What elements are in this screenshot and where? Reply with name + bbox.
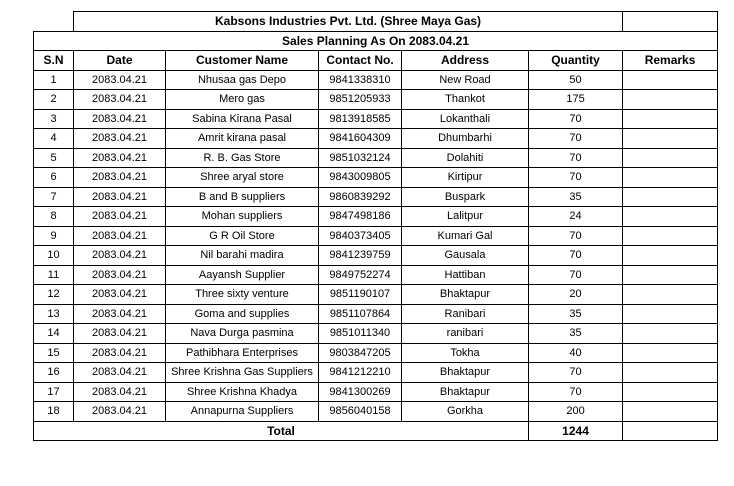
table-row bbox=[34, 109, 718, 129]
cell-address: Tokha bbox=[402, 343, 529, 363]
cell-contact-no: 9813918585 bbox=[319, 109, 402, 129]
cell-contact-no: 9840373405 bbox=[319, 226, 402, 246]
cell-customer-name: R. B. Gas Store bbox=[166, 148, 319, 168]
cell-remarks bbox=[623, 324, 718, 344]
cell-remarks bbox=[623, 226, 718, 246]
total-quantity: 1244 bbox=[529, 421, 623, 441]
cell-date: 2083.04.21 bbox=[74, 168, 166, 188]
cell-quantity: 20 bbox=[529, 285, 623, 305]
cell-address: Hattiban bbox=[402, 265, 529, 285]
cell-quantity: 35 bbox=[529, 304, 623, 324]
cell-quantity: 70 bbox=[529, 246, 623, 266]
total-row bbox=[34, 421, 718, 441]
header-customer-name: Customer Name bbox=[166, 51, 319, 71]
cell-date: 2083.04.21 bbox=[74, 402, 166, 422]
cell-quantity: 70 bbox=[529, 168, 623, 188]
cell-sn: 3 bbox=[34, 109, 74, 129]
cell-quantity: 35 bbox=[529, 324, 623, 344]
cell-customer-name: Pathibhara Enterprises bbox=[166, 343, 319, 363]
table-row bbox=[34, 343, 718, 363]
cell-quantity: 70 bbox=[529, 109, 623, 129]
cell-date: 2083.04.21 bbox=[74, 285, 166, 305]
company-title-row bbox=[34, 12, 718, 32]
cell-quantity: 70 bbox=[529, 148, 623, 168]
cell-customer-name: Three sixty venture bbox=[166, 285, 319, 305]
table-row bbox=[34, 304, 718, 324]
header-row bbox=[34, 51, 718, 71]
cell-remarks bbox=[623, 304, 718, 324]
cell-remarks bbox=[623, 265, 718, 285]
cell-address: Kirtipur bbox=[402, 168, 529, 188]
cell-date: 2083.04.21 bbox=[74, 246, 166, 266]
cell-contact-no: 9851190107 bbox=[319, 285, 402, 305]
cell-contact-no: 9841239759 bbox=[319, 246, 402, 266]
table-row bbox=[34, 207, 718, 227]
table-row bbox=[34, 363, 718, 383]
cell-remarks bbox=[623, 109, 718, 129]
cell-quantity: 50 bbox=[529, 70, 623, 90]
cell-date: 2083.04.21 bbox=[74, 187, 166, 207]
cell-customer-name: Mohan suppliers bbox=[166, 207, 319, 227]
cell-date: 2083.04.21 bbox=[74, 207, 166, 227]
cell-contact-no: 9856040158 bbox=[319, 402, 402, 422]
cell-customer-name: Shree Krishna Gas Suppliers bbox=[166, 363, 319, 383]
cell-address: Ranibari bbox=[402, 304, 529, 324]
header-contact-no: Contact No. bbox=[319, 51, 402, 71]
cell-sn: 18 bbox=[34, 402, 74, 422]
cell-remarks bbox=[623, 246, 718, 266]
cell-remarks bbox=[623, 168, 718, 188]
cell-customer-name: Goma and supplies bbox=[166, 304, 319, 324]
cell-remarks bbox=[623, 402, 718, 422]
cell-quantity: 200 bbox=[529, 402, 623, 422]
cell-contact-no: 9841338310 bbox=[319, 70, 402, 90]
cell-sn: 16 bbox=[34, 363, 74, 383]
cell-contact-no: 9843009805 bbox=[319, 168, 402, 188]
cell-address: New Road bbox=[402, 70, 529, 90]
cell-date: 2083.04.21 bbox=[74, 90, 166, 110]
table-row bbox=[34, 265, 718, 285]
cell-remarks bbox=[623, 70, 718, 90]
table-row bbox=[34, 129, 718, 149]
cell-date: 2083.04.21 bbox=[74, 148, 166, 168]
cell-quantity: 70 bbox=[529, 265, 623, 285]
cell-address: Dolahiti bbox=[402, 148, 529, 168]
cell-remarks bbox=[623, 90, 718, 110]
cell-contact-no: 9847498186 bbox=[319, 207, 402, 227]
cell-remarks bbox=[623, 129, 718, 149]
cell-remarks bbox=[623, 343, 718, 363]
total-remarks bbox=[623, 421, 718, 441]
table-row bbox=[34, 324, 718, 344]
cell-customer-name: Mero gas bbox=[166, 90, 319, 110]
cell-address: Lalitpur bbox=[402, 207, 529, 227]
cell-remarks bbox=[623, 285, 718, 305]
table-row bbox=[34, 90, 718, 110]
cell-address: Bhaktapur bbox=[402, 363, 529, 383]
cell-remarks bbox=[623, 207, 718, 227]
cell-sn: 13 bbox=[34, 304, 74, 324]
cell-quantity: 175 bbox=[529, 90, 623, 110]
cell-sn: 12 bbox=[34, 285, 74, 305]
cell-contact-no: 9851011340 bbox=[319, 324, 402, 344]
cell-customer-name: Shree aryal store bbox=[166, 168, 319, 188]
table-row bbox=[34, 70, 718, 90]
cell-date: 2083.04.21 bbox=[74, 343, 166, 363]
cell-date: 2083.04.21 bbox=[74, 226, 166, 246]
cell-contact-no: 9851107864 bbox=[319, 304, 402, 324]
cell-quantity: 70 bbox=[529, 382, 623, 402]
cell-sn: 10 bbox=[34, 246, 74, 266]
cell-contact-no: 9841604309 bbox=[319, 129, 402, 149]
cell-date: 2083.04.21 bbox=[74, 109, 166, 129]
cell-contact-no: 9851205933 bbox=[319, 90, 402, 110]
cell-contact-no: 9803847205 bbox=[319, 343, 402, 363]
cell-date: 2083.04.21 bbox=[74, 265, 166, 285]
cell-date: 2083.04.21 bbox=[74, 129, 166, 149]
cell-customer-name: Sabina Kirana Pasal bbox=[166, 109, 319, 129]
cell-customer-name: B and B suppliers bbox=[166, 187, 319, 207]
cell-address: Thankot bbox=[402, 90, 529, 110]
sales-planning-table bbox=[33, 11, 718, 441]
cell-quantity: 40 bbox=[529, 343, 623, 363]
cell-customer-name: Nil barahi madira bbox=[166, 246, 319, 266]
blank-cell bbox=[34, 12, 74, 32]
cell-sn: 17 bbox=[34, 382, 74, 402]
cell-address: ranibari bbox=[402, 324, 529, 344]
report-title: Sales Planning As On 2083.04.21 bbox=[34, 31, 718, 51]
cell-date: 2083.04.21 bbox=[74, 382, 166, 402]
cell-sn: 14 bbox=[34, 324, 74, 344]
cell-remarks bbox=[623, 148, 718, 168]
cell-remarks bbox=[623, 187, 718, 207]
cell-address: Kumari Gal bbox=[402, 226, 529, 246]
cell-date: 2083.04.21 bbox=[74, 70, 166, 90]
cell-date: 2083.04.21 bbox=[74, 304, 166, 324]
table-row bbox=[34, 285, 718, 305]
header-remarks: Remarks bbox=[623, 51, 718, 71]
total-label: Total bbox=[34, 421, 529, 441]
table-row bbox=[34, 168, 718, 188]
cell-address: Dhumbarhi bbox=[402, 129, 529, 149]
report-title-row bbox=[34, 31, 718, 51]
cell-customer-name: Annapurna Suppliers bbox=[166, 402, 319, 422]
cell-sn: 6 bbox=[34, 168, 74, 188]
cell-quantity: 70 bbox=[529, 363, 623, 383]
cell-date: 2083.04.21 bbox=[74, 324, 166, 344]
cell-sn: 9 bbox=[34, 226, 74, 246]
cell-address: Gorkha bbox=[402, 402, 529, 422]
header-sn: S.N bbox=[34, 51, 74, 71]
cell-contact-no: 9841212210 bbox=[319, 363, 402, 383]
cell-quantity: 70 bbox=[529, 129, 623, 149]
cell-contact-no: 9851032124 bbox=[319, 148, 402, 168]
cell-address: Buspark bbox=[402, 187, 529, 207]
table-row bbox=[34, 226, 718, 246]
cell-date: 2083.04.21 bbox=[74, 363, 166, 383]
cell-contact-no: 9849752274 bbox=[319, 265, 402, 285]
cell-quantity: 35 bbox=[529, 187, 623, 207]
cell-customer-name: Aayansh Supplier bbox=[166, 265, 319, 285]
header-address: Address bbox=[402, 51, 529, 71]
table-row bbox=[34, 402, 718, 422]
cell-quantity: 70 bbox=[529, 226, 623, 246]
cell-remarks bbox=[623, 382, 718, 402]
cell-sn: 11 bbox=[34, 265, 74, 285]
cell-address: Bhaktapur bbox=[402, 285, 529, 305]
header-date: Date bbox=[74, 51, 166, 71]
company-title: Kabsons Industries Pvt. Ltd. (Shree Maya Gas) bbox=[74, 12, 623, 32]
cell-quantity: 24 bbox=[529, 207, 623, 227]
cell-customer-name: G R Oil Store bbox=[166, 226, 319, 246]
table-row bbox=[34, 382, 718, 402]
cell-contact-no: 9860839292 bbox=[319, 187, 402, 207]
cell-customer-name: Nhusaa gas Depo bbox=[166, 70, 319, 90]
cell-address: Bhaktapur bbox=[402, 382, 529, 402]
cell-remarks bbox=[623, 363, 718, 383]
table-row bbox=[34, 246, 718, 266]
cell-address: Gausala bbox=[402, 246, 529, 266]
cell-sn: 15 bbox=[34, 343, 74, 363]
cell-customer-name: Amrit kirana pasal bbox=[166, 129, 319, 149]
cell-sn: 2 bbox=[34, 90, 74, 110]
cell-sn: 5 bbox=[34, 148, 74, 168]
cell-sn: 1 bbox=[34, 70, 74, 90]
table-row bbox=[34, 187, 718, 207]
cell-customer-name: Nava Durga pasmina bbox=[166, 324, 319, 344]
cell-sn: 8 bbox=[34, 207, 74, 227]
cell-customer-name: Shree Krishna Khadya bbox=[166, 382, 319, 402]
blank-cell bbox=[623, 12, 718, 32]
table-row bbox=[34, 148, 718, 168]
cell-contact-no: 9841300269 bbox=[319, 382, 402, 402]
header-quantity: Quantity bbox=[529, 51, 623, 71]
cell-sn: 7 bbox=[34, 187, 74, 207]
cell-address: Lokanthali bbox=[402, 109, 529, 129]
cell-sn: 4 bbox=[34, 129, 74, 149]
